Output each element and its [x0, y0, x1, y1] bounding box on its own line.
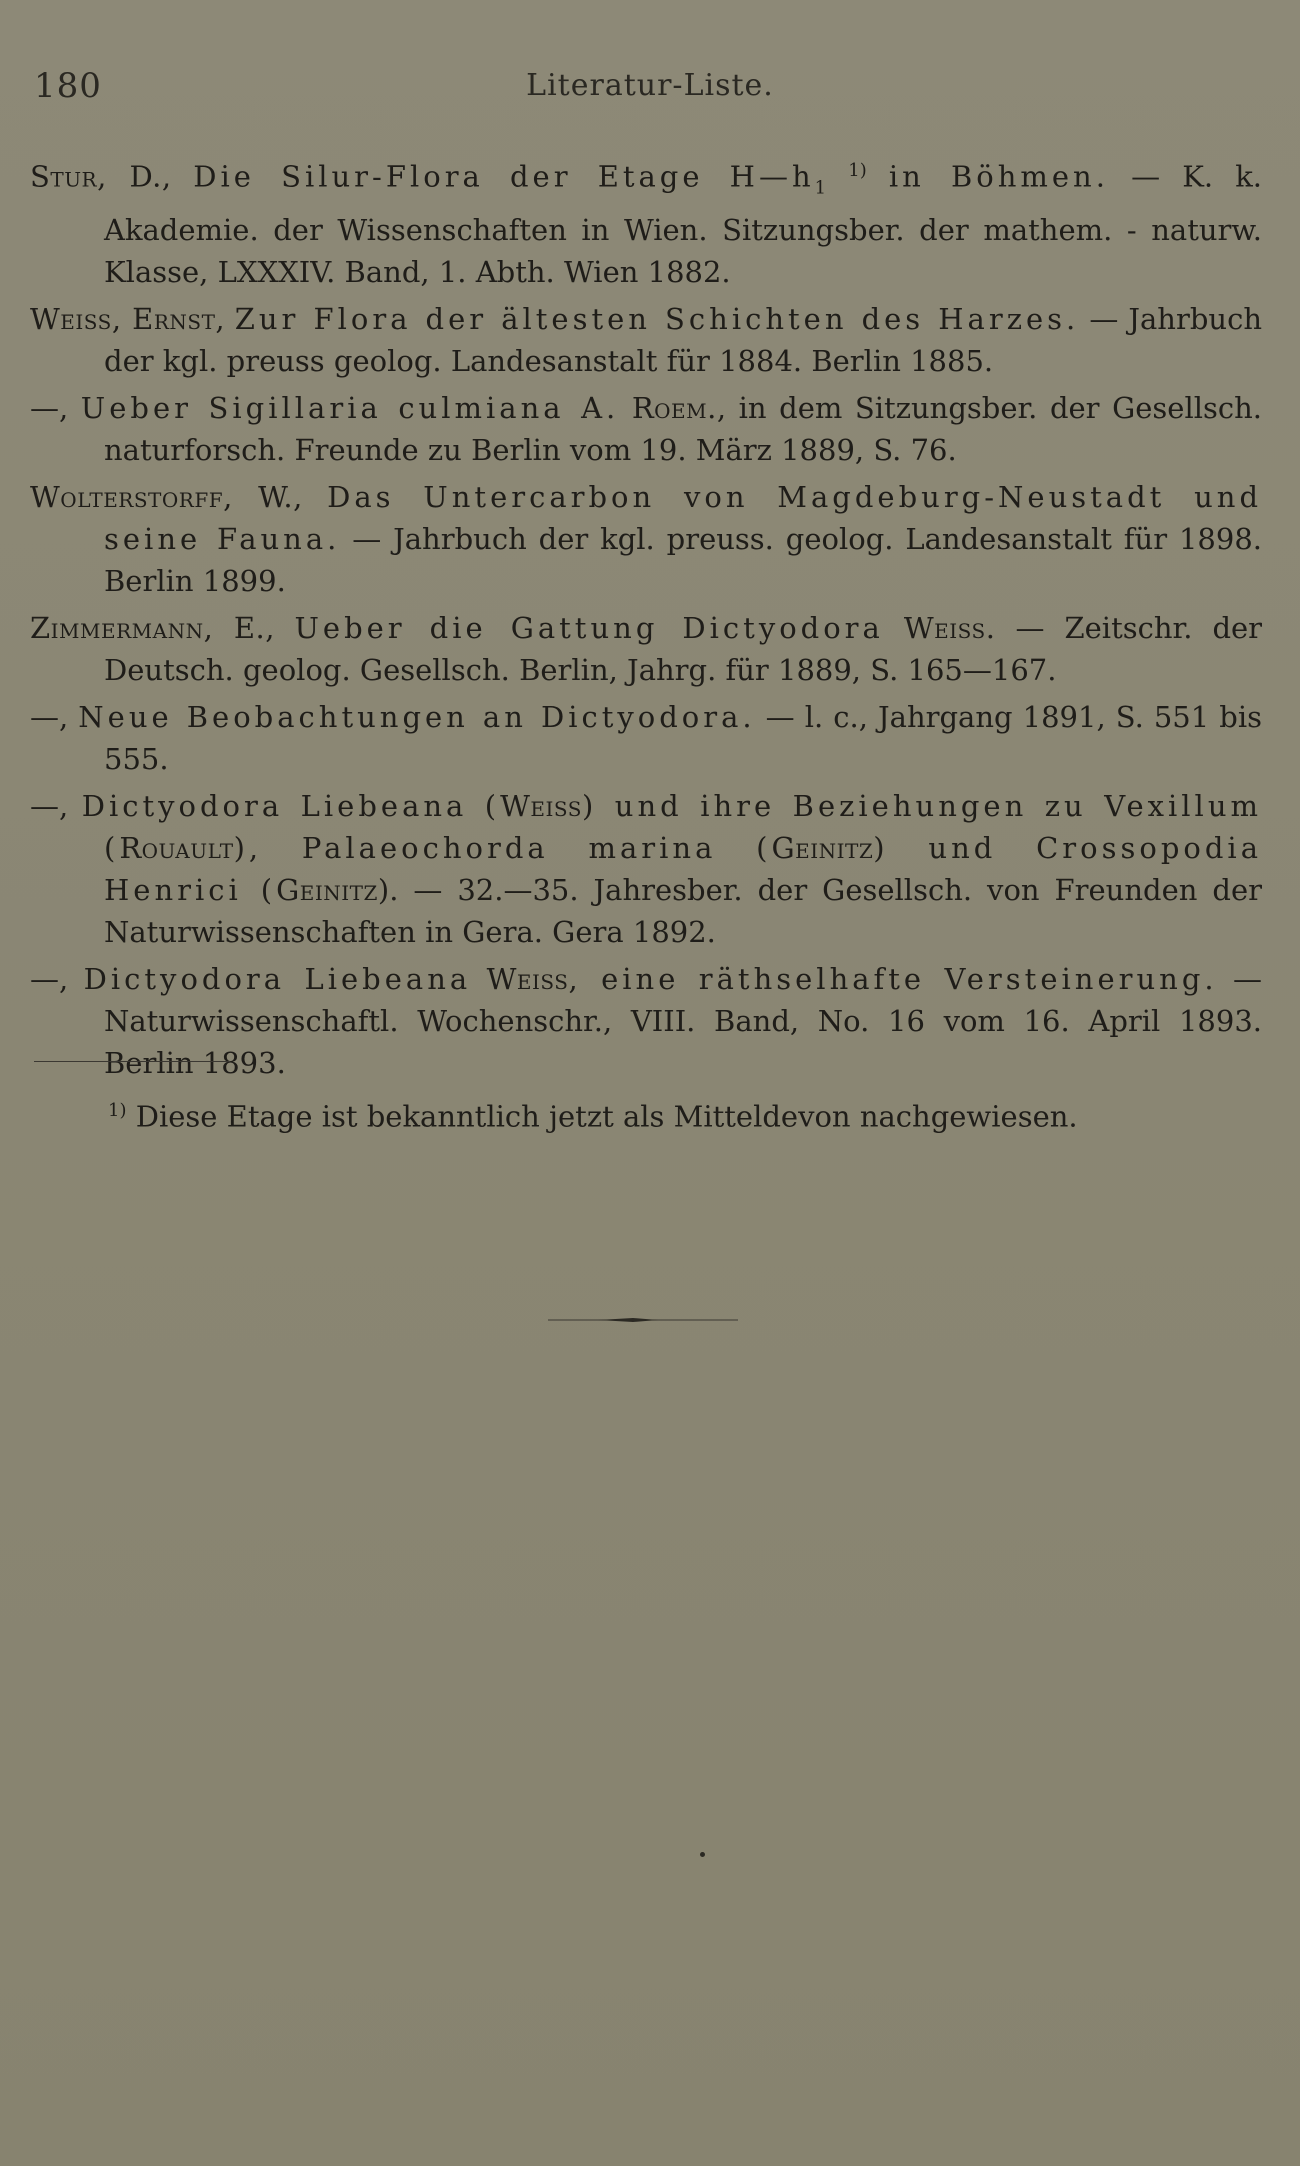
bibliography-entry: —, Ueber Sigillaria culmiana A. Roem., in dem Sitzungsber. der Gesellsch. naturforsch. Freunde zu Berlin vom 19. März 1889, S. 76.: [30, 391, 1263, 468]
end-ornament: [548, 1318, 738, 1322]
bibliography-entry: —, Neue Beobachtungen an Dictyodora. — l. c., Jahrgang 1891, S. 551 bis 555.: [30, 700, 1262, 777]
entry-title-part: ) und Crossopodia Henrici (: [104, 831, 1262, 908]
footnote-mark-paren: ): [119, 1100, 127, 1121]
bibliography-entry: Zimmermann, E., Ueber die Gattung Dictyodora Weiss. — Zeitschr. der Deutsch. geolog. Gesellsch. Berlin, Jahrg. für 1889, S. 165—167.: [30, 611, 1263, 688]
entry-title-continued: in Böhmen.: [888, 159, 1109, 194]
running-title: Literatur-Liste.: [526, 68, 774, 103]
entry-title-part: Dictyodora Liebeana (: [81, 789, 501, 824]
entry-publication: — Naturwissenschaftl. Wochenschr., VIII. Band, No. 16 vom 16. April 1893. Berlin 1893.: [104, 962, 1263, 1081]
entry-publication: — Jahrbuch der kgl. preuss geolog. Landesanstalt für 1884. Berlin 1885.: [104, 302, 1263, 379]
entry-title: Zur Flora der ältesten Schichten des Harzes.: [234, 302, 1080, 337]
footnote: [108, 1090, 1258, 1138]
bibliography-entry: Weiss, Ernst, Zur Flora der ältesten Schichten des Harzes. — Jahrbuch der kgl. preuss geolog. Landesanstalt für 1884. Berlin 1885.: [30, 302, 1263, 379]
entry-author-abbrev: Geinitz: [771, 831, 874, 866]
entry-author-abbrev: Weiss.: [903, 611, 996, 646]
entry-title-subscript: 1: [814, 177, 827, 199]
entry-title-part: ).: [377, 873, 399, 908]
entry-author: Stur, D.: [30, 159, 162, 194]
entry-author-abbrev: Weiss: [486, 962, 569, 997]
entry-author-dash: —: [30, 962, 59, 997]
bibliography-entry: —, Dictyodora Liebeana Weiss, eine räthselhafte Versteinerung. — Naturwissenschaftl. Wochenschr., VIII. Band, No. 16 vom 16. April 1893. Berlin 1893.: [30, 962, 1263, 1081]
footnote-divider: [34, 1061, 230, 1062]
entry-title-part: ) und ihre Beziehungen zu Vexillum (: [104, 789, 1263, 866]
entry-author: Weiss, Ernst: [30, 302, 216, 337]
page-number: 180: [34, 66, 102, 106]
entry-title: Neue Beobachtungen an Dictyodora.: [78, 700, 756, 735]
entry-title: Das Untercarbon von Magdeburg-Neustadt und seine Fauna.: [104, 480, 1263, 557]
footnote-text: Diese Etage ist bekanntlich jetzt als Mitteldevon nachgewiesen.: [126, 1099, 1078, 1134]
footnote-mark-number: 1: [108, 1100, 120, 1121]
entry-title: Ueber Sigillaria culmiana A.: [80, 391, 620, 426]
entry-title-part: ), Palaeochorda marina (: [233, 831, 772, 866]
entry-publication: — l. c., Jahrgang 1891, S. 551 bis 555.: [104, 700, 1262, 777]
entry-title: Die Silur-Flora der Etage H—h: [193, 159, 815, 194]
entry-author-dash: —: [30, 789, 59, 824]
entry-publication: — Jahrbuch der kgl. preuss. geolog. Landesanstalt für 1898. Berlin 1899.: [104, 522, 1262, 599]
ink-speck: [700, 1852, 705, 1857]
entry-title-continued: , eine räthselhafte Versteinerung.: [568, 962, 1218, 997]
entry-author-dash: —: [30, 700, 59, 735]
footnote-mark: [108, 1100, 126, 1121]
bibliography-list: [30, 150, 1262, 1089]
entry-author-abbrev: Rouault: [119, 831, 234, 866]
footnote-reference-paren: ): [859, 160, 867, 181]
bibliography-entry: Wolterstorff, W., Das Untercarbon von Magdeburg-Neustadt und seine Fauna. — Jahrbuch der kgl. preuss. geolog. Landesanstalt für 1898. Berlin 1899.: [30, 480, 1263, 599]
entry-author: Wolterstorff, W.: [30, 480, 294, 515]
entry-author-abbrev: Weiss: [500, 789, 582, 824]
entry-publication: , in dem Sitzungsber. der Gesellsch. naturforsch. Freunde zu Berlin vom 19. März 1889, S. 76.: [104, 391, 1263, 468]
entry-title: Ueber die Gattung Dictyodora: [294, 611, 884, 646]
entry-author: Zimmermann, E.: [30, 611, 266, 646]
entry-title: Dictyodora Liebeana: [83, 962, 472, 997]
bibliography-entry: —, Dictyodora Liebeana (Weiss) und ihre Beziehungen zu Vexillum (Rouault), Palaeochorda marina (Geinitz) und Crossopodia Henrici (Geinitz). — 32.—35. Jahresber. der Gesellsch. von Freunden der Naturwissenschaften in Gera. Gera 1892.: [30, 789, 1263, 950]
entry-author-dash: —: [30, 391, 59, 426]
footnote-reference-number: 1: [848, 160, 860, 181]
entry-publication: — Zeitschr. der Deutsch. geolog. Gesellsch. Berlin, Jahrg. für 1889, S. 165—167.: [104, 611, 1263, 688]
entry-author-abbrev: Roem.: [631, 391, 717, 426]
footnote-reference: [848, 160, 866, 181]
entry-publication: — K. k. Akademie. der Wissenschaften in Wien. Sitzungsber. der mathem. - naturw. Klasse, LXXXIV. Band, 1. Abth. Wien 1882.: [104, 159, 1263, 290]
entry-publication: — 32.—35. Jahresber. der Gesellsch. von Freunden der Naturwissenschaften in Gera. Gera 1892.: [104, 873, 1262, 950]
entry-author-abbrev: Geinitz: [276, 873, 378, 908]
bibliography-entry: Stur, D., Die Silur-Flora der Etage $H—h_1$ $^{1)}$ in Böhmen. — K. k. Akademie. der Wissenschaften in Wien. Sitzungsber. der mathem. - naturw. Klasse, LXXXIV. Band, 1. Abth. Wien 1882.: [30, 159, 1263, 290]
